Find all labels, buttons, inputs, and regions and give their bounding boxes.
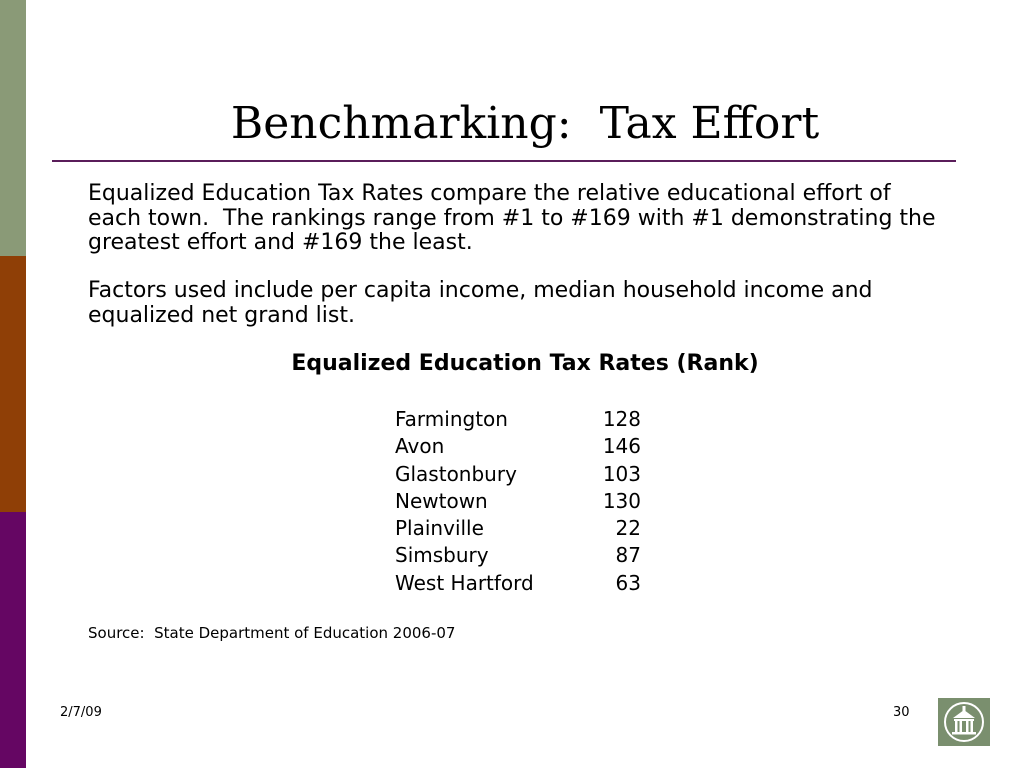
town-name: Plainville <box>395 516 484 541</box>
rank-table-title: Equalized Education Tax Rates (Rank) <box>291 351 759 376</box>
intro-paragraph: Equalized Education Tax Rates compare the relative educational effort of each town. The rankings range from #1 to #169 with #1 demonstrating the greatest effort and #169 the least. <box>88 181 943 255</box>
town-rank: 128 <box>602 407 641 431</box>
footer-date: 2/7/09 <box>60 705 102 720</box>
town-name: Newtown <box>395 488 488 513</box>
town-hall-logo-icon <box>938 698 990 746</box>
rank-row <box>395 542 645 569</box>
rank-list <box>395 406 645 597</box>
rank-row <box>395 433 645 460</box>
town-name: West Hartford <box>395 570 534 595</box>
accent-bar-green <box>0 0 26 256</box>
town-rank: 130 <box>602 488 641 513</box>
accent-bar-purple <box>0 512 26 768</box>
source-note: Source: State Department of Education 2006-07 <box>88 624 456 642</box>
town-rank: 22 <box>615 516 641 541</box>
town-name: Avon <box>395 434 445 459</box>
rank-row <box>395 488 645 515</box>
title-divider <box>52 160 956 162</box>
factors-paragraph: Factors used include per capita income, median household income and equalized net grand list. <box>88 278 880 328</box>
town-rank: 146 <box>602 434 641 459</box>
rank-row <box>395 406 645 433</box>
rank-row <box>395 515 645 542</box>
town-rank: 63 <box>615 570 641 595</box>
town-name: Glastonbury <box>395 461 517 486</box>
town-name: Farmington <box>395 407 508 431</box>
town-rank: 87 <box>615 543 641 568</box>
slide-title: Benchmarking: Tax Effort <box>230 98 820 149</box>
page-number: 30 <box>893 705 910 720</box>
town-rank: 103 <box>602 461 641 486</box>
town-name: Simsbury <box>395 543 489 568</box>
rank-row <box>395 570 645 597</box>
rank-row <box>395 461 645 488</box>
accent-bar-orange <box>0 256 26 512</box>
